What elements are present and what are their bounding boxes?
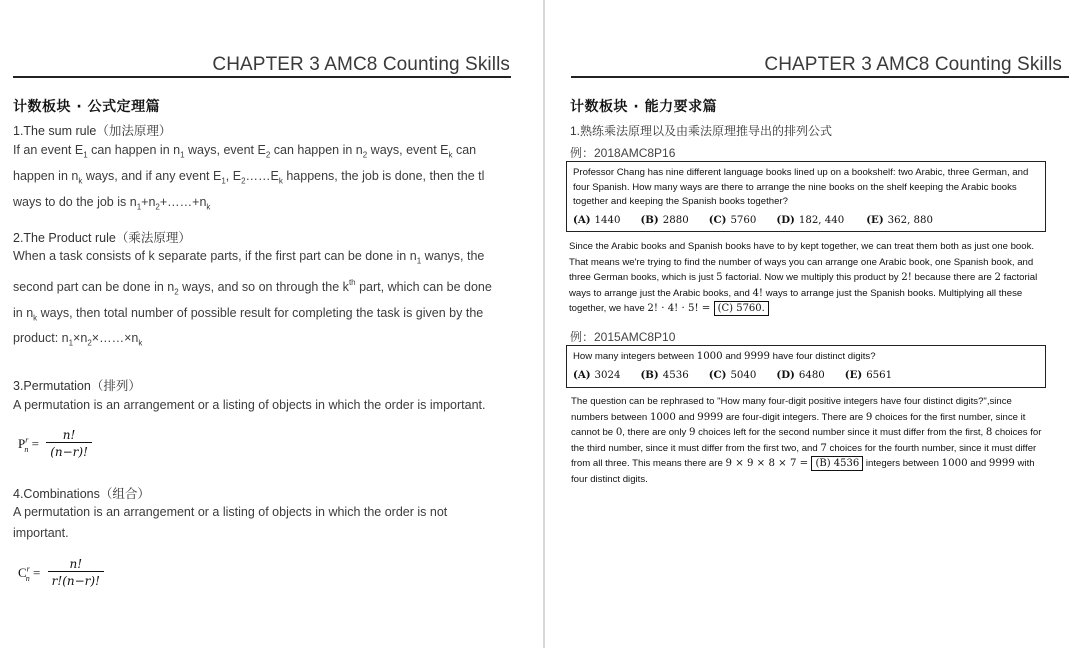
sum-rule-line-2: happen in $n_k$ ways, and if any event $E_1$, $E_2\dots\dots E_k$ happens, the job is done, then the tl: [13, 168, 485, 186]
sum-rule-text: [13, 140, 533, 217]
product-rule-line-4: product: $n_1\times n_2\times\dots\dots\times n_k$: [13, 331, 143, 348]
sum-rule-line-1: If an event $E_1$ can happen in $n_1$ ways, event $E_2$ can happen in $n_2$ ways, event $E_k$ can: [13, 143, 477, 160]
boxed-answer: (C) 5760.: [714, 301, 769, 316]
formula-symbol: $C^r_n$ =: [18, 564, 44, 583]
combinations-line-1: A permutation is an arrangement or a listing of objects in which the order is not: [13, 505, 448, 519]
answer-choice: (C) 5040: [708, 368, 757, 381]
answer-choice: (C) 5760: [708, 213, 757, 226]
answer-choice: (B) 2880: [640, 213, 689, 226]
product-rule-line-3: in $n_k$ ways, then total number of possible result for completing the task is given by the: [13, 305, 484, 323]
answer-choice: (A) 1440: [573, 213, 621, 226]
permutation-heading: 3.Permutation（排列）: [13, 379, 141, 393]
sum-rule-line-3: ways to do the job is $n_1+n_2+\dots\dots+n_k$: [13, 194, 211, 212]
answer-choice: (D) 6480: [776, 368, 825, 381]
right-page: [545, 0, 1080, 648]
sum-rule-heading: 1.The sum rule（加法原理）: [13, 124, 172, 138]
product-rule-heading: 2.The Product rule（乘法原理）: [13, 231, 191, 245]
product-rule-line-1: When a task consists of k separate parts, if the first part can be done in $n_1$ wanys, the: [13, 249, 485, 266]
combinations-heading: 4.Combinations（组合）: [13, 487, 150, 501]
answer-choices: [573, 368, 1039, 384]
formula-fraction: $\frac{n!}{r!(n-r)!}$: [48, 557, 104, 588]
combination-formula: [18, 557, 104, 588]
answer-choices: [573, 213, 1039, 229]
answer-choice: (E) 6561: [844, 368, 893, 381]
problem-text: How many integers between 1000 and 9999 have four distinct digits?: [573, 351, 876, 362]
boxed-answer: (B) 4536: [811, 456, 863, 471]
answer-choice: (B) 4536: [640, 368, 689, 381]
permutation-formula: [18, 428, 92, 459]
section-title: 计数板块 · 能力要求篇: [570, 99, 718, 115]
answer-choice: (E) 362, 880: [866, 213, 934, 226]
section-title: 计数板块 · 公式定理篇: [13, 99, 161, 115]
example-label: 例：2015AMC8P10: [570, 330, 676, 344]
problem-box: [566, 161, 1046, 232]
product-rule-line-2: second part can be done in $n_2$ ways, and so on through the $k^{th}$ part, which can be done: [13, 277, 492, 297]
combinations-line-2: important.: [13, 526, 69, 541]
header-rule: [571, 76, 1069, 78]
chapter-header: CHAPTER 3 AMC8 Counting Skills: [212, 54, 510, 75]
example-label: 例：2018AMC8P16: [570, 146, 676, 160]
solution-text: The question can be rephrased to "How many four-digit positive integers have four distinct digits?",since numbers between 1000 and 9999 are four-digit integers. There are 9 choices for the first number, since it cannot be 0, there are only 9 choices left for the second number since it must differ from the first, 8 choices for the third number, since it must differ from the first two, and 7 choices for the fourth number, since it must differ from all three. This means there are 9 × 9 × 8 × 7 = (B) 4536 integers between 1000 and 9999 with four distinct digits.: [571, 396, 1042, 485]
problem-box: [566, 345, 1046, 388]
header-rule: [13, 76, 511, 78]
chapter-header: CHAPTER 3 AMC8 Counting Skills: [764, 54, 1062, 75]
solution-text: Since the Arabic books and Spanish books have to by kept together, we can treat them both as just one book. That means we're trying to find the number of ways you can arrange one Arabic book, one Spanish book, and three German books, which is just 5 factorial. Now we multiply this product by 2! because there are 2 factorial ways to arrange just the Arabic books, and 4! ways to arrange just the Spanish books. Multiplying all these together, we have 2! · 4! · 5! = (C) 5760.: [569, 241, 1038, 314]
permutation-text: A permutation is an arrangement or a listing of objects in which the order is important.: [13, 398, 486, 412]
product-rule-text: [13, 246, 533, 354]
problem-text: Professor Chang has nine different language books lined up on a bookshelf: two Arabic, three German, and four Spanish. How many ways are there to arrange the nine books on the shelf keeping the Arabic books together and keeping the Spanish books together?: [573, 167, 1029, 207]
subtitle: 1.熟练乘法原理以及由乘法原理推导出的排列公式: [570, 124, 833, 138]
formula-symbol: $P^r_n$ =: [18, 435, 43, 454]
combinations-text: [13, 502, 533, 545]
answer-choice: (D) 182, 440: [776, 213, 845, 226]
formula-fraction: $\frac{n!}{(n-r)!}$: [46, 428, 92, 459]
answer-choice: (A) 3024: [573, 368, 621, 381]
